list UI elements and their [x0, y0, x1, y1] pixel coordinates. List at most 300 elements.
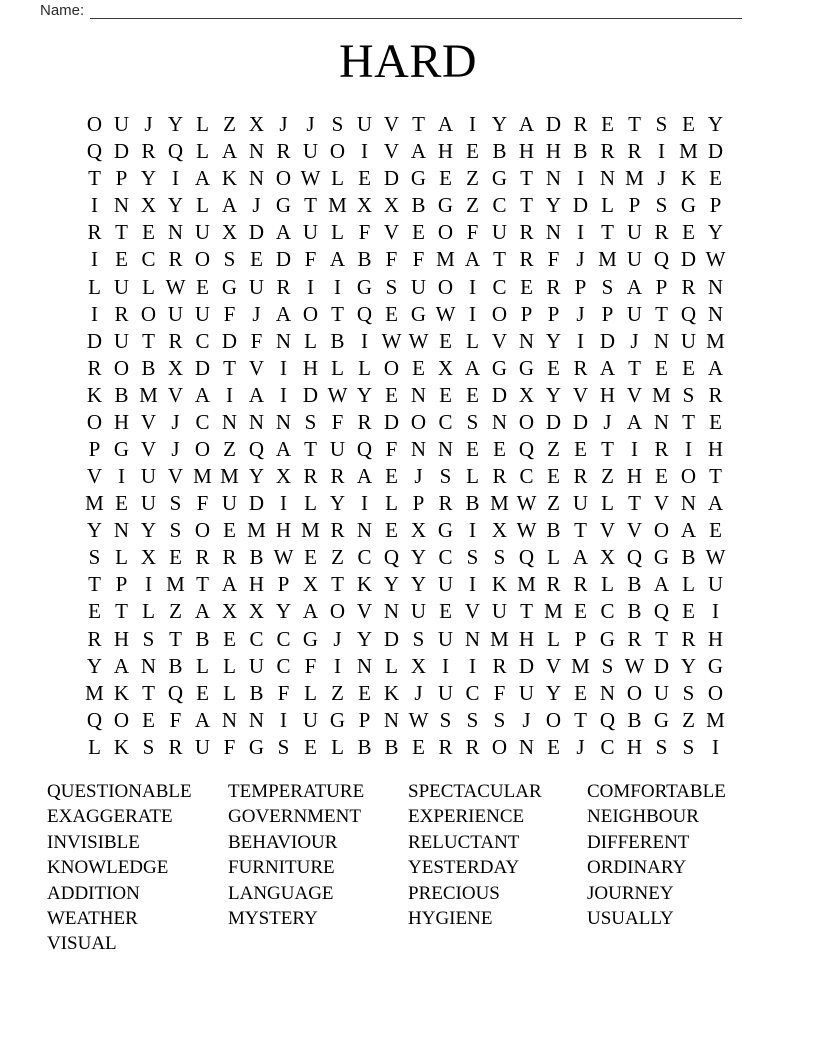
grid-cell: Y: [545, 193, 562, 218]
word-list-item: JOURNEY: [587, 882, 674, 904]
grid-cell: A: [275, 436, 292, 461]
grid-cell: N: [140, 653, 157, 678]
grid-cell: O: [437, 274, 454, 299]
grid-cell: Y: [86, 653, 103, 678]
grid-cell: Y: [545, 680, 562, 705]
grid-cell: R: [573, 112, 588, 137]
grid-cell: E: [709, 409, 722, 434]
grid-cell: N: [248, 139, 265, 164]
grid-cell: U: [113, 274, 130, 299]
grid-cell: Q: [518, 545, 535, 570]
grid-cell: X: [140, 193, 157, 218]
grid-cell: U: [221, 491, 238, 516]
grid-cell: T: [520, 166, 533, 191]
grid-cell: D: [86, 328, 103, 353]
grid-cell: T: [520, 193, 533, 218]
grid-cell: Y: [491, 112, 508, 137]
grid-cell: L: [196, 112, 209, 137]
grid-cell: T: [196, 572, 209, 597]
grid-cell: F: [385, 436, 398, 461]
grid-cell: E: [466, 382, 479, 407]
grid-cell: U: [518, 680, 535, 705]
grid-cell: S: [169, 518, 182, 543]
word-search-grid: [81, 111, 729, 761]
grid-cell: S: [142, 734, 155, 759]
word-list-item: BEHAVIOUR: [228, 831, 338, 853]
grid-cell: M: [706, 707, 725, 732]
grid-cell: U: [302, 707, 319, 732]
grid-cell: D: [221, 328, 238, 353]
grid-cell: D: [383, 626, 400, 651]
grid-cell: E: [169, 545, 182, 570]
grid-cell: E: [493, 436, 506, 461]
grid-cell: H: [707, 436, 724, 461]
word-list-item: GOVERNMENT: [228, 806, 361, 828]
grid-cell: P: [628, 193, 641, 218]
grid-cell: F: [358, 220, 371, 245]
word-list-column: [47, 779, 228, 957]
grid-cell: M: [598, 247, 617, 272]
grid-cell: R: [168, 247, 183, 272]
grid-cell: D: [572, 193, 589, 218]
grid-cell: E: [358, 166, 371, 191]
grid-cell: B: [411, 193, 426, 218]
grid-cell: C: [195, 409, 210, 434]
grid-cell: A: [653, 572, 670, 597]
grid-cell: I: [469, 518, 476, 543]
grid-cell: Y: [140, 166, 157, 191]
grid-cell: N: [410, 382, 427, 407]
grid-cell: E: [466, 436, 479, 461]
grid-cell: L: [88, 274, 101, 299]
grid-cell: I: [469, 653, 476, 678]
grid-cell: T: [142, 680, 155, 705]
grid-cell: S: [655, 112, 668, 137]
grid-cell: U: [248, 274, 265, 299]
grid-cell: E: [682, 112, 695, 137]
grid-cell: L: [304, 328, 317, 353]
grid-cell: E: [709, 166, 722, 191]
grid-cell: V: [545, 653, 562, 678]
grid-cell: J: [333, 626, 342, 651]
grid-cell: A: [221, 193, 238, 218]
grid-cell: L: [682, 572, 695, 597]
grid-cell: L: [331, 220, 344, 245]
word-list-item: INVISIBLE: [47, 831, 140, 853]
grid-cell: B: [492, 139, 507, 164]
grid-cell: M: [139, 382, 158, 407]
grid-cell: U: [140, 491, 157, 516]
word-list-item: PRECIOUS: [408, 882, 500, 904]
grid-cell: Z: [223, 112, 236, 137]
grid-cell: N: [437, 436, 454, 461]
grid-cell: S: [493, 545, 506, 570]
grid-cell: L: [304, 491, 317, 516]
grid-cell: L: [331, 166, 344, 191]
grid-cell: B: [195, 626, 210, 651]
grid-cell: J: [522, 707, 531, 732]
grid-cell: G: [518, 355, 535, 380]
word-list-item: COMFORTABLE: [587, 781, 726, 802]
grid-cell: G: [410, 166, 427, 191]
grid-cell: C: [249, 626, 264, 651]
grid-cell: E: [358, 680, 371, 705]
grid-cell: O: [329, 139, 346, 164]
grid-cell: V: [356, 599, 373, 624]
grid-cell: J: [171, 409, 180, 434]
grid-cell: A: [464, 355, 481, 380]
grid-cell: T: [88, 166, 101, 191]
grid-cell: L: [601, 572, 614, 597]
grid-cell: R: [87, 355, 102, 380]
grid-cell: O: [491, 734, 508, 759]
grid-cell: U: [356, 112, 373, 137]
grid-cell: E: [385, 301, 398, 326]
grid-cell: P: [709, 193, 722, 218]
grid-cell: O: [653, 518, 670, 543]
grid-cell: N: [707, 301, 724, 326]
grid-cell: S: [142, 626, 155, 651]
grid-cell: Y: [356, 382, 373, 407]
word-list-column: [408, 779, 587, 931]
grid-cell: L: [196, 139, 209, 164]
grid-cell: A: [194, 166, 211, 191]
grid-cell: F: [169, 707, 182, 732]
grid-cell: Z: [547, 491, 560, 516]
grid-cell: G: [302, 626, 319, 651]
grid-cell: N: [545, 166, 562, 191]
grid-cell: N: [464, 626, 481, 651]
grid-cell: R: [654, 436, 669, 461]
grid-cell: Y: [680, 653, 697, 678]
grid-cell: Z: [547, 436, 560, 461]
grid-cell: P: [574, 274, 587, 299]
grid-cell: A: [329, 247, 346, 272]
grid-cell: T: [115, 599, 128, 624]
grid-cell: Y: [329, 491, 346, 516]
grid-cell: N: [221, 707, 238, 732]
grid-cell: R: [330, 518, 345, 543]
grid-cell: V: [167, 382, 184, 407]
grid-cell: N: [248, 409, 265, 434]
grid-cell: U: [302, 220, 319, 245]
grid-cell: C: [492, 193, 507, 218]
grid-cell: I: [91, 247, 98, 272]
grid-cell: Z: [466, 193, 479, 218]
grid-cell: U: [437, 680, 454, 705]
grid-cell: D: [113, 139, 130, 164]
grid-cell: R: [87, 220, 102, 245]
grid-cell: L: [304, 680, 317, 705]
grid-cell: A: [707, 355, 724, 380]
grid-cell: M: [166, 572, 185, 597]
grid-cell: Z: [223, 436, 236, 461]
grid-cell: H: [113, 626, 130, 651]
grid-cell: U: [302, 139, 319, 164]
grid-cell: U: [167, 301, 184, 326]
grid-cell: E: [196, 274, 209, 299]
grid-cell: D: [194, 355, 211, 380]
grid-cell: F: [493, 680, 506, 705]
grid-cell: E: [547, 464, 560, 489]
grid-cell: X: [383, 193, 400, 218]
grid-cell: U: [437, 572, 454, 597]
grid-cell: A: [410, 139, 427, 164]
grid-cell: D: [545, 409, 562, 434]
grid-cell: R: [573, 355, 588, 380]
grid-cell: T: [331, 572, 344, 597]
grid-cell: B: [114, 382, 129, 407]
grid-cell: R: [330, 464, 345, 489]
grid-cell: G: [329, 707, 346, 732]
grid-cell: F: [196, 491, 209, 516]
grid-cell: E: [304, 734, 317, 759]
grid-cell: I: [469, 301, 476, 326]
word-list-item: EXPERIENCE: [408, 806, 525, 828]
word-list-item: YESTERDAY: [408, 857, 520, 879]
grid-cell: I: [658, 139, 665, 164]
word-list-item: HYGIENE: [408, 908, 493, 930]
grid-cell: R: [276, 274, 291, 299]
grid-cell: U: [437, 626, 454, 651]
grid-cell: J: [306, 112, 315, 137]
grid-cell: A: [248, 382, 265, 407]
grid-cell: E: [574, 680, 587, 705]
grid-cell: I: [118, 464, 125, 489]
grid-cell: Y: [86, 518, 103, 543]
grid-cell: C: [276, 653, 291, 678]
grid-cell: W: [165, 274, 186, 299]
grid-cell: M: [571, 653, 590, 678]
grid-cell: V: [626, 382, 643, 407]
grid-cell: V: [248, 355, 265, 380]
grid-cell: I: [361, 491, 368, 516]
grid-cell: R: [465, 734, 480, 759]
grid-cell: Y: [545, 382, 562, 407]
word-list-item: ADDITION: [47, 882, 140, 904]
grid-cell: Y: [545, 328, 562, 353]
word-list-item: USUALLY: [587, 908, 674, 930]
grid-cell: R: [87, 626, 102, 651]
grid-cell: J: [576, 301, 585, 326]
grid-cell: B: [249, 680, 264, 705]
grid-cell: N: [680, 491, 697, 516]
grid-cell: T: [304, 193, 317, 218]
grid-cell: H: [626, 464, 643, 489]
grid-cell: I: [334, 653, 341, 678]
grid-cell: M: [85, 680, 104, 705]
grid-cell: K: [113, 734, 130, 759]
grid-cell: K: [113, 680, 130, 705]
grid-cell: U: [491, 599, 508, 624]
grid-cell: U: [680, 328, 697, 353]
grid-cell: I: [172, 166, 179, 191]
grid-cell: M: [679, 139, 698, 164]
grid-cell: A: [572, 545, 589, 570]
grid-cell: P: [574, 626, 587, 651]
grid-cell: V: [572, 382, 589, 407]
grid-cell: Q: [167, 680, 184, 705]
grid-cell: C: [195, 328, 210, 353]
grid-cell: R: [573, 572, 588, 597]
grid-cell: S: [682, 734, 695, 759]
grid-cell: N: [356, 518, 373, 543]
grid-cell: Y: [275, 599, 292, 624]
grid-cell: E: [547, 734, 560, 759]
grid-cell: S: [655, 193, 668, 218]
word-list-item: TEMPERATURE: [228, 781, 365, 802]
grid-cell: T: [709, 464, 722, 489]
grid-cell: M: [220, 464, 239, 489]
grid-cell: I: [280, 491, 287, 516]
grid-cell: Q: [626, 545, 643, 570]
grid-cell: I: [145, 572, 152, 597]
grid-cell: V: [140, 409, 157, 434]
grid-cell: Y: [167, 193, 184, 218]
grid-cell: W: [705, 545, 726, 570]
grid-cell: R: [222, 545, 237, 570]
grid-cell: I: [577, 166, 584, 191]
grid-cell: C: [519, 464, 534, 489]
grid-cell: G: [410, 301, 427, 326]
grid-cell: E: [142, 220, 155, 245]
grid-cell: L: [601, 193, 614, 218]
grid-cell: L: [142, 599, 155, 624]
grid-cell: L: [196, 193, 209, 218]
grid-cell: E: [412, 734, 425, 759]
grid-cell: U: [194, 734, 211, 759]
grid-cell: K: [383, 680, 400, 705]
grid-cell: T: [601, 436, 614, 461]
grid-cell: V: [383, 139, 400, 164]
grid-cell: E: [412, 355, 425, 380]
grid-cell: L: [547, 626, 560, 651]
grid-cell: B: [627, 599, 642, 624]
grid-cell: S: [601, 653, 614, 678]
grid-cell: A: [518, 112, 535, 137]
grid-cell: W: [435, 301, 456, 326]
grid-cell: D: [599, 328, 616, 353]
grid-cell: N: [518, 734, 535, 759]
grid-cell: R: [276, 139, 291, 164]
grid-cell: R: [681, 626, 696, 651]
grid-cell: P: [412, 491, 425, 516]
grid-cell: L: [223, 680, 236, 705]
grid-cell: A: [356, 464, 373, 489]
grid-cell: E: [439, 166, 452, 191]
grid-cell: G: [437, 518, 454, 543]
grid-cell: C: [276, 626, 291, 651]
grid-cell: S: [277, 734, 290, 759]
grid-cell: E: [574, 436, 587, 461]
grid-cell: S: [223, 247, 236, 272]
grid-cell: C: [600, 734, 615, 759]
grid-cell: E: [547, 355, 560, 380]
word-list-item: DIFFERENT: [587, 831, 690, 853]
grid-cell: S: [412, 626, 425, 651]
grid-cell: A: [194, 382, 211, 407]
grid-cell: M: [85, 491, 104, 516]
grid-cell: T: [520, 599, 533, 624]
grid-cell: G: [221, 274, 238, 299]
grid-cell: W: [273, 545, 294, 570]
grid-cell: Z: [601, 464, 614, 489]
grid-cell: I: [469, 274, 476, 299]
grid-cell: X: [167, 355, 184, 380]
grid-cell: M: [328, 193, 347, 218]
grid-cell: O: [383, 355, 400, 380]
grid-cell: G: [113, 436, 130, 461]
grid-cell: U: [329, 436, 346, 461]
grid-cell: J: [603, 409, 612, 434]
grid-cell: E: [223, 518, 236, 543]
grid-cell: N: [248, 707, 265, 732]
grid-cell: R: [600, 139, 615, 164]
grid-cell: W: [516, 491, 537, 516]
grid-cell: D: [383, 409, 400, 434]
grid-cell: N: [410, 436, 427, 461]
grid-cell: J: [252, 301, 261, 326]
grid-cell: C: [141, 247, 156, 272]
grid-cell: O: [707, 680, 724, 705]
grid-cell: H: [707, 626, 724, 651]
grid-cell: E: [682, 220, 695, 245]
grid-cell: Q: [383, 545, 400, 570]
grid-cell: E: [520, 274, 533, 299]
grid-cell: U: [194, 220, 211, 245]
grid-cell: Q: [518, 436, 535, 461]
grid-cell: J: [144, 112, 153, 137]
grid-cell: G: [707, 653, 724, 678]
grid-cell: J: [630, 328, 639, 353]
grid-cell: Q: [248, 436, 265, 461]
grid-cell: E: [385, 518, 398, 543]
grid-cell: P: [547, 301, 560, 326]
grid-cell: X: [491, 518, 508, 543]
grid-cell: M: [490, 626, 509, 651]
grid-cell: N: [275, 328, 292, 353]
grid-cell: B: [627, 572, 642, 597]
grid-cell: E: [88, 599, 101, 624]
word-list-item: VISUAL: [47, 933, 117, 955]
grid-cell: V: [140, 436, 157, 461]
grid-cell: Q: [356, 301, 373, 326]
grid-cell: F: [385, 247, 398, 272]
grid-cell: C: [357, 545, 372, 570]
grid-cell: R: [708, 382, 723, 407]
grid-cell: R: [303, 464, 318, 489]
grid-cell: V: [653, 491, 670, 516]
grid-cell: X: [599, 545, 616, 570]
grid-cell: H: [437, 139, 454, 164]
grid-cell: T: [628, 491, 641, 516]
grid-cell: H: [113, 409, 130, 434]
grid-cell: I: [712, 734, 719, 759]
grid-cell: A: [113, 653, 130, 678]
grid-cell: P: [601, 301, 614, 326]
grid-cell: H: [518, 626, 535, 651]
grid-cell: S: [88, 545, 101, 570]
grid-cell: S: [466, 545, 479, 570]
grid-cell: W: [516, 518, 537, 543]
grid-cell: T: [115, 220, 128, 245]
grid-cell: I: [442, 653, 449, 678]
grid-cell: L: [385, 491, 398, 516]
grid-cell: E: [385, 382, 398, 407]
grid-cell: F: [250, 328, 263, 353]
grid-cell: E: [601, 112, 614, 137]
word-list: [47, 779, 769, 957]
